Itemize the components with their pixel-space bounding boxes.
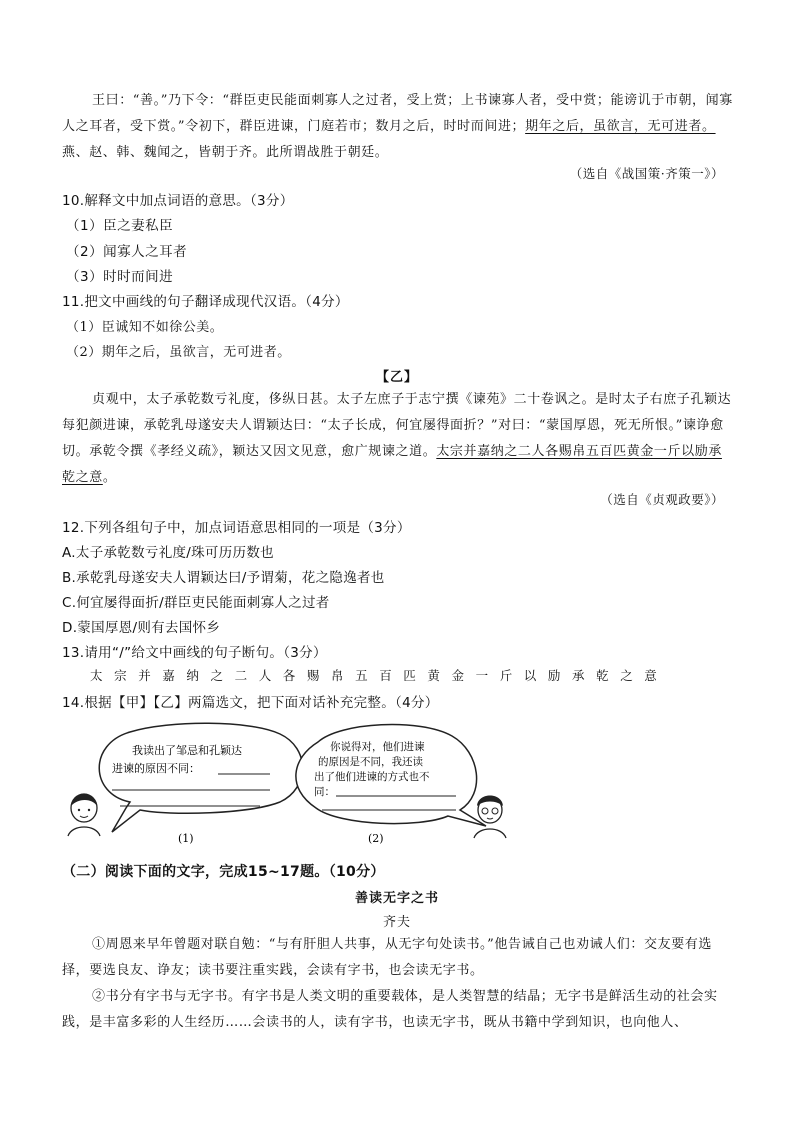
question-10-item-1: （1）臣之妻私臣	[66, 218, 174, 234]
question-11-item-2: （2）期年之后，虽欲言，无可进者。	[66, 345, 291, 360]
bubble-right-line-4: 同：	[314, 786, 335, 798]
article-paragraph-1: ①周恩来早年曾题对联自勉：“与有肝胆人共事，从无字句处读书。”他告诫自己也劝诫人们：交友要有选择，要选良友、诤友；读书要注重实践，会读有字书，也会读无字书。	[62, 937, 712, 978]
question-10-item-2: （2）闻寡人之耳者	[66, 244, 188, 260]
passage-yi-text: 贞观中，太子承乾数亏礼度，侈纵日甚。太子左庶子于志宁撰《谏苑》二十卷讽之。是时太子右庶子孔颖达每犯颜进谏，承乾乳母遂安夫人谓颖达曰：“太子长成，何宜屡得面折？”对曰：“蒙国厚恩，死无所恨。”谏诤愈切。承乾令撰《孝经义疏》，颖达又因文见意，愈广规谏之道。	[62, 392, 732, 459]
bubble-right-line-1: 你说得对，他们进谏	[330, 741, 425, 753]
passage-jia-paragraph	[62, 88, 734, 166]
boy-figure-icon	[474, 796, 506, 839]
passage-jia-text-end: 燕、赵、韩、魏闻之，皆朝于齐。此所谓战胜于朝廷。	[62, 145, 389, 160]
passage-jia-source: （选自《战国策·齐策一》）	[569, 166, 724, 181]
girl-figure-icon	[68, 794, 100, 836]
passage-jia-underlined-sentence: 期年之后，虽欲言，无可进者。	[525, 119, 716, 134]
question-13-sentence: 太宗并嘉纳之二人各赐帛五百匹黄金一斤以励承乾之意	[90, 668, 669, 683]
bubble-right-line-2: 的原因是不同，我还读	[318, 756, 423, 768]
passage-yi-source: （选自《贞观政要》）	[600, 492, 724, 507]
passage-jia-text: 王曰：“善。”乃下令：“群臣吏民能面刺寡人之过者，受上赏；上书谏寡人者，受中赏；能谤讥于市朝，闻寡人之耳者，受下赏。”令初下，群臣进谏，门庭若市；数月之后，时时而间进；	[62, 93, 733, 134]
article-paragraph-2: ②书分有字书与无字书。有字书是人类文明的重要载体，是人类智慧的结晶；无字书是鲜活生动的社会实践，是丰富多彩的人生经历……会读书的人，读有字书，也读无字书，既从书籍中学到知识，也向他人、	[62, 989, 718, 1030]
passage-yi-title: 【乙】	[375, 370, 418, 385]
article-author: 齐夫	[382, 915, 411, 930]
passage-yi-end-mark: 。	[102, 470, 117, 485]
figure-label-1: (1)	[178, 832, 194, 845]
bubble-right-line-3: 出了他们进谏的方式也不	[314, 771, 430, 783]
question-10-item-3: （3）时时而间进	[66, 269, 174, 285]
question-12-option-a: A.太子承乾数亏礼度/珠可历历数也	[62, 545, 274, 561]
bubble-left-line-2: 进谏的原因不同：	[112, 762, 200, 775]
passage-yi-underlined-sentence: 太宗并嘉纳之二人各赐帛五百匹黄金一斤以励承乾之意	[62, 444, 722, 485]
question-11-stem: 11.把文中画线的句子翻译成现代汉语。（4分）	[62, 294, 349, 310]
question-12-option-c: C.何宜屡得面折/群臣吏民能面刺寡人之过者	[62, 595, 330, 611]
speech-bubble-left	[99, 723, 302, 832]
question-12-stem: 12.下列各组句子中，加点词语意思相同的一项是（3分）	[62, 520, 411, 536]
bubble-left-line-1: 我读出了邹忌和孔颖达	[132, 744, 242, 757]
question-10-stem: 10.解释文中加点词语的意思。（3分）	[62, 193, 294, 209]
question-14-stem: 14.根据【甲】【乙】两篇选文，把下面对话补充完整。（4分）	[62, 695, 439, 711]
question-12-option-d: D.蒙国厚恩/则有去国怀乡	[62, 620, 221, 636]
question-13-stem: 13.请用“/”给文中画线的句子断句。（3分）	[62, 645, 327, 661]
question-12-option-b: B.承乾乳母遂安夫人谓颖达曰/予谓菊，花之隐逸者也	[62, 570, 385, 586]
passage-yi-paragraph	[62, 387, 734, 491]
article-title: 善读无字之书	[354, 891, 439, 906]
question-11-item-1: （1）臣诚知不如徐公美。	[66, 320, 224, 335]
section-2-heading: （二）阅读下面的文字，完成15~17题。（10分）	[62, 864, 385, 880]
dialogue-illustration	[60, 714, 510, 850]
figure-label-2: (2)	[368, 832, 384, 845]
